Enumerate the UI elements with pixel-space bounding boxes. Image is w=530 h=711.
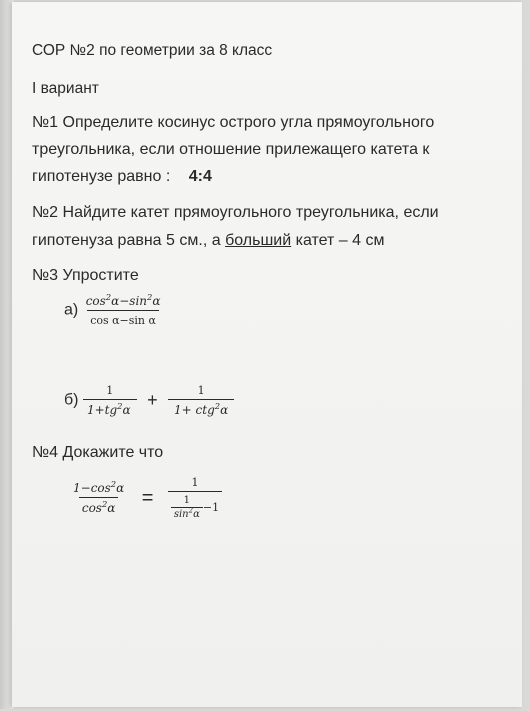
task1-line1: №1 Определите косинус острого угла прямоугольного	[32, 114, 435, 131]
task1-line2: треугольника, если отношение прилежащего катета к	[32, 141, 430, 158]
b2-den-ctg: 1+ ctg	[174, 403, 215, 417]
inner-den-sq: 2	[188, 506, 194, 515]
task4-left-numerator	[70, 481, 127, 497]
task3-b-label: б)	[64, 391, 79, 409]
task4-minus-one: −1	[202, 501, 220, 514]
task1-line3	[32, 163, 212, 190]
task3-a-label: а)	[64, 301, 79, 319]
task3-b-expression	[64, 384, 234, 417]
task3-a-denominator: cos α−sin α	[87, 310, 159, 327]
paper-sheet	[12, 2, 522, 707]
task3-plus-sign: +	[147, 390, 158, 410]
b2-den-alpha: α	[220, 403, 229, 417]
task4-equals-sign: =	[141, 486, 154, 509]
task3-a-expression	[64, 294, 163, 327]
task4-right-denominator	[168, 491, 222, 520]
a-num-alpha: α	[152, 294, 161, 308]
task3-b2-numerator: 1	[197, 384, 205, 397]
l-den-cos: cos	[81, 501, 102, 515]
task1-ratio: 4:4	[188, 168, 212, 185]
task3-b-fraction-1	[83, 384, 137, 417]
l-den-alpha: α	[107, 501, 116, 515]
b1-den-sq: 2	[117, 401, 123, 411]
l-den-sq: 2	[101, 499, 108, 509]
task3-b2-denominator	[168, 399, 234, 417]
task3-b1-denominator	[83, 399, 137, 417]
task4-title: №4 Докажите что	[32, 444, 164, 461]
inner-den-sin: sin	[173, 509, 189, 520]
l-num-alpha: α	[116, 481, 125, 495]
inner-den-alpha: α	[193, 509, 200, 520]
task4-inner-numerator: 1	[183, 495, 191, 506]
task3-b1-numerator: 1	[106, 384, 114, 397]
task2-underlined-word: больший	[225, 232, 292, 249]
variant-label: I вариант	[32, 80, 99, 97]
task4-left-denominator	[79, 497, 119, 515]
task4-identity	[70, 476, 222, 520]
task4-right-fraction	[168, 476, 222, 520]
a-num-sq1: 2	[105, 292, 112, 302]
task3-a-numerator	[83, 294, 164, 310]
task2-line1: №2 Найдите катет прямоугольного треугольника, если	[32, 204, 439, 221]
task1-line3-text: гипотенузе равно :	[32, 168, 171, 185]
task3-b-fraction-2	[168, 384, 234, 417]
task2-line2-b: катет – 4 см	[295, 232, 385, 249]
task4-right-numerator: 1	[191, 476, 199, 489]
task4-inner-denominator	[171, 507, 203, 520]
b2-den-sq: 2	[214, 401, 221, 411]
a-num-sin: α−sin	[111, 294, 148, 308]
task3-title: №3 Упростите	[32, 267, 139, 284]
a-num-cos: cos	[85, 294, 106, 308]
task4-left-fraction	[70, 481, 127, 515]
task2-line2-a: гипотенуза равна 5 см., а	[32, 232, 221, 249]
page-title: СОР №2 по геометрии за 8 класс	[32, 42, 273, 59]
l-num-sq: 2	[110, 479, 117, 489]
task4-inner-fraction	[171, 495, 203, 520]
l-num-cos: 1−cos	[73, 481, 111, 495]
b1-den-tg: 1+tg	[86, 403, 118, 417]
task3-a-fraction	[83, 294, 164, 327]
task2-line2	[32, 227, 384, 254]
a-num-sq2: 2	[147, 292, 153, 302]
b1-den-alpha: α	[122, 403, 131, 417]
